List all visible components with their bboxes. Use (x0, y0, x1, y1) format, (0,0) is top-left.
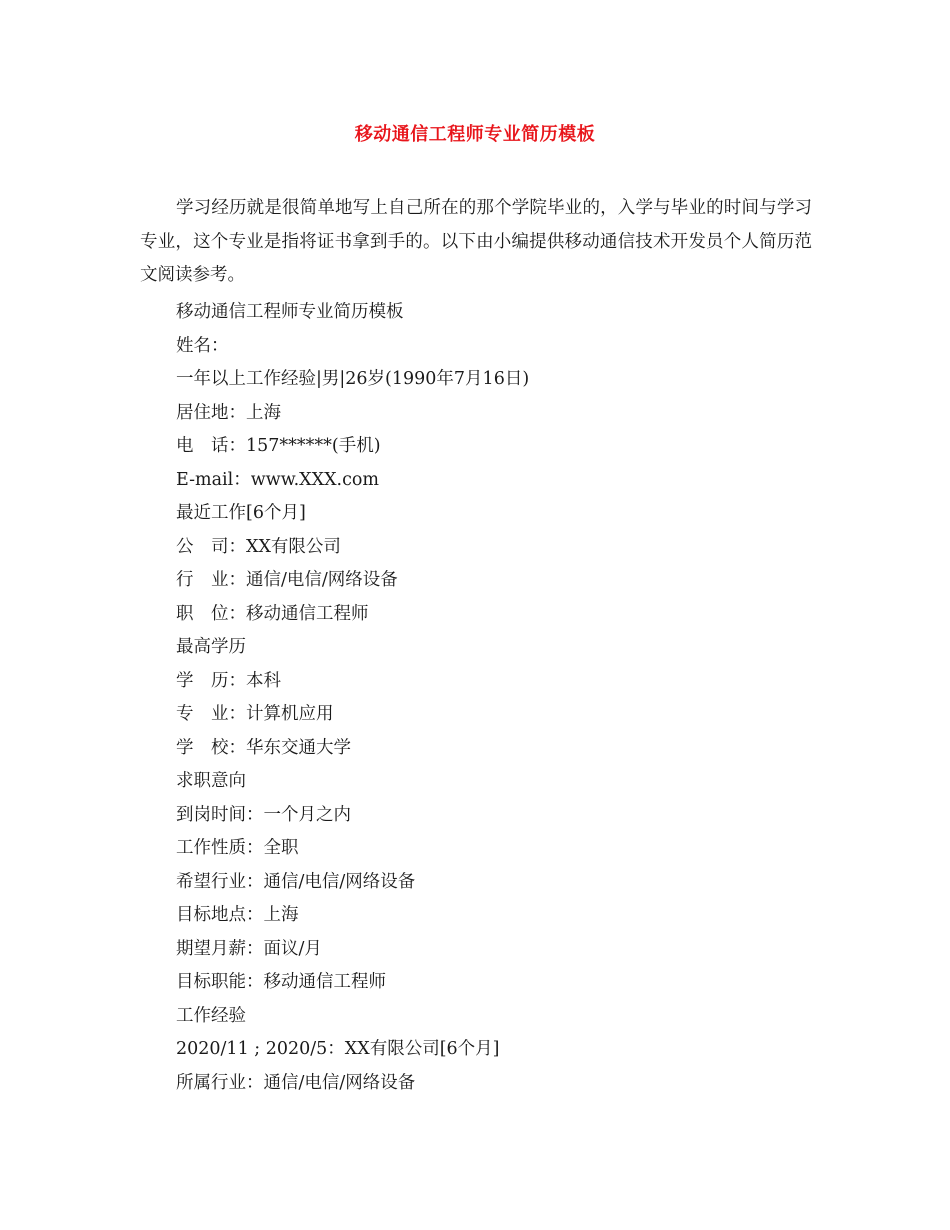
email-line: E-mail：www.XXX.com (176, 469, 380, 490)
industry-line: 行 业：通信/电信/网络设备 (176, 570, 398, 590)
name-line: 姓名： (176, 335, 229, 356)
document-title: 移动通信工程师专业简历模板 (354, 124, 596, 145)
work-industry-line: 所属行业：通信/电信/网络设备 (176, 1072, 416, 1093)
desired-industry-line: 希望行业：通信/电信/网络设备 (176, 871, 416, 892)
major-line: 专 业：计算机应用 (176, 704, 334, 724)
resume-heading-line: 移动通信工程师专业简历模板 (176, 302, 404, 322)
expected-salary-line: 期望月薪：面议/月 (176, 938, 322, 959)
residence-line: 居住地：上海 (176, 402, 281, 423)
target-location-line: 目标地点：上海 (176, 905, 299, 925)
intro-paragraph: 学习经历就是很简单地写上自己所在的那个学院毕业的，入学与毕业的时间与学习专业，这个专业是指将证书拿到手的。以下由小编提供移动通信技术开发员个人简历范文阅读参考。 (140, 198, 812, 285)
work-period-line: 2020/11 ; 2020/5：XX有限公司[6个月] (176, 1039, 500, 1059)
job-type-line: 工作性质：全职 (176, 838, 299, 858)
resume-lines (176, 296, 816, 1100)
availability-line: 到岗时间：一个月之内 (176, 804, 351, 825)
company-line: 公 司：XX有限公司 (176, 536, 341, 557)
job-intention-heading: 求职意向 (176, 771, 246, 791)
experience-summary-line: 一年以上工作经验|男|26岁(1990年7月16日) (176, 369, 530, 389)
degree-line: 学 历：本科 (176, 670, 281, 691)
position-line: 职 位：移动通信工程师 (176, 603, 369, 624)
education-heading: 最高学历 (176, 637, 246, 657)
recent-work-heading: 最近工作[6个月] (176, 503, 306, 523)
school-line: 学 校：华东交通大学 (176, 737, 351, 758)
phone-line: 电 话：157******(手机) (176, 436, 381, 456)
target-function-line: 目标职能：移动通信工程师 (176, 972, 386, 992)
work-experience-heading: 工作经验 (176, 1005, 246, 1026)
